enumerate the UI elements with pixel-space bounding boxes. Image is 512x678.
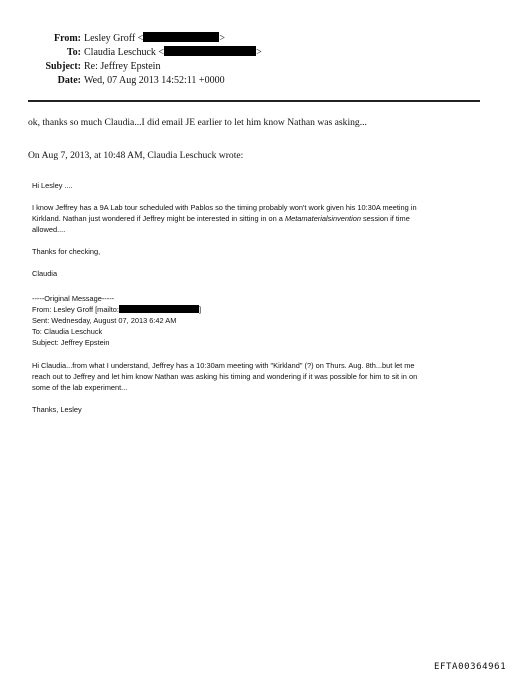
redaction-box <box>119 305 199 313</box>
from-row <box>0 32 512 46</box>
to-row <box>0 46 512 60</box>
paragraph-line: some of the lab experiment... <box>32 383 128 392</box>
quote-attribution: On Aug 7, 2013, at 10:48 AM, Claudia Leschuck wrote: <box>28 150 244 161</box>
from-label: From: <box>53 33 81 44</box>
from-value <box>84 32 225 46</box>
original-message-header: -----Original Message----- <box>32 294 115 303</box>
original-sent: Sent: Wednesday, August 07, 2013 6:42 AM <box>32 316 177 325</box>
paragraph-line: allowed.... <box>32 225 66 234</box>
original-from-text: From: Lesley Groff [mailto: <box>32 305 119 314</box>
to-value <box>84 46 262 60</box>
reply-text: ok, thanks so much Claudia...I did email JE earlier to let him know Nathan was asking... <box>28 117 367 128</box>
from-close: > <box>219 33 225 44</box>
subject-value: Re: Jeffrey Epstein <box>84 61 161 72</box>
paragraph-line: reach out to Jeffrey and let him know Nathan was asking his timing and wondering if it was possible for him to sit in on <box>32 372 418 381</box>
header-divider <box>28 100 480 102</box>
signature: Claudia <box>32 269 58 278</box>
bates-number: EFTA00364961 <box>434 662 507 672</box>
from-name: Lesley Groff < <box>84 33 144 44</box>
email-header <box>0 32 512 88</box>
original-subject: Subject: Jeffrey Epstein <box>32 338 110 347</box>
emphasis-text: Metamaterialsinvention <box>284 214 361 223</box>
to-name: Claudia Leschuck < <box>84 47 165 58</box>
subject-row <box>0 60 512 74</box>
paragraph-line <box>32 213 482 224</box>
redaction-box <box>164 46 256 56</box>
paragraph-line: Hi Claudia...from what I understand, Jeffrey has a 10:30am meeting with "Kirkland" (?) on Thurs. Aug. 8th...but let me <box>32 361 415 370</box>
text-segment: Kirkland. Nathan just wondered if Jeffrey might be interested in sitting in on a <box>32 214 285 223</box>
original-from-close: ] <box>198 305 201 314</box>
closing: Thanks, Lesley <box>32 405 82 414</box>
greeting: Hi Lesley .... <box>32 181 73 190</box>
date-label: Date: <box>57 75 81 86</box>
quoted-message <box>32 180 482 279</box>
subject-label: Subject: <box>45 61 81 72</box>
paragraph-line: I know Jeffrey has a 9A Lab tour scheduled with Pablos so the timing probably won't work given his 10:30A meeting in <box>32 203 417 212</box>
thanks-line: Thanks for checking, <box>32 247 101 256</box>
date-value: Wed, 07 Aug 2013 14:52:11 +0000 <box>84 75 225 86</box>
text-segment: session if time <box>360 214 410 223</box>
redaction-box <box>143 32 219 42</box>
to-close: > <box>256 47 262 58</box>
date-row <box>0 74 512 88</box>
original-to: To: Claudia Leschuck <box>32 327 103 336</box>
original-message <box>32 293 482 415</box>
to-label: To: <box>66 47 81 58</box>
original-from <box>32 304 482 315</box>
